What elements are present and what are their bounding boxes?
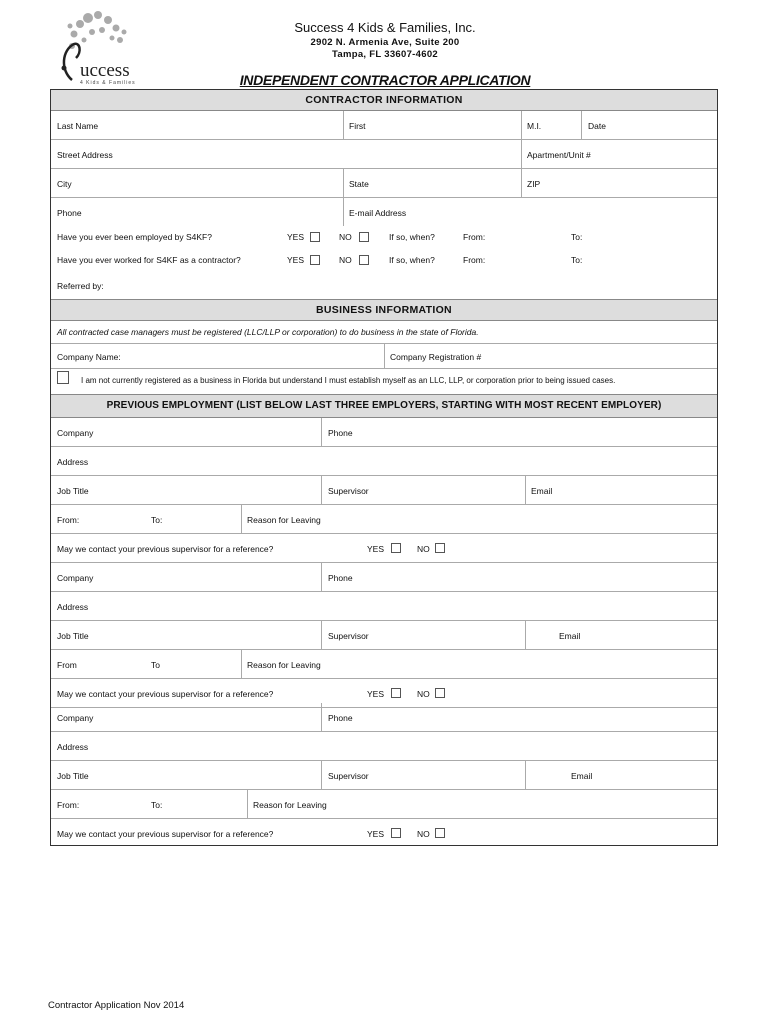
company-row: [51, 344, 717, 369]
emp1-company-field[interactable]: Company: [57, 428, 94, 438]
emp1-no-checkbox[interactable]: [435, 543, 445, 553]
employed-from-field[interactable]: From:: [463, 232, 486, 242]
employed-no-label: NO: [339, 232, 352, 242]
city-row: [51, 169, 717, 198]
emp3-to-field[interactable]: To:: [151, 800, 163, 810]
employed-no-checkbox[interactable]: [359, 232, 369, 242]
contractor-question: Have you ever worked for S4KF as a contractor?: [57, 255, 241, 265]
emp1-job-title-field[interactable]: Job Title: [57, 486, 89, 496]
phone-field[interactable]: Phone: [57, 208, 82, 218]
street-row: [51, 140, 717, 169]
emp1-no-label: NO: [417, 544, 430, 554]
name-row: [51, 111, 717, 140]
referred-by-field[interactable]: Referred by:: [57, 281, 104, 291]
footer-text: Contractor Application Nov 2014: [48, 1000, 185, 1011]
logo-subtext: 4 Kids & Families: [80, 80, 136, 85]
email-field[interactable]: E-mail Address: [349, 208, 407, 218]
emp2-company-field[interactable]: Company: [57, 573, 94, 583]
emp1-row-3: [51, 476, 717, 505]
emp1-from-field[interactable]: From:: [57, 515, 80, 525]
emp1-address-field[interactable]: Address: [57, 457, 89, 467]
emp1-yes-label: YES: [367, 544, 385, 554]
last-name-field[interactable]: Last Name: [57, 121, 99, 131]
registration-statement-row: [51, 369, 717, 393]
emp1-supervisor-field[interactable]: Supervisor: [328, 486, 369, 496]
date-field[interactable]: Date: [588, 121, 606, 131]
emp3-yes-checkbox[interactable]: [391, 828, 401, 838]
referred-row: [51, 278, 717, 298]
emp3-supervisor-field[interactable]: Supervisor: [328, 771, 369, 781]
section-business-info: BUSINESS INFORMATION: [51, 299, 717, 321]
contractor-when-label: If so, when?: [389, 255, 435, 265]
emp1-email-field[interactable]: Email: [531, 486, 553, 496]
address-line-2: Tampa, FL 33607-4602: [332, 49, 438, 60]
contractor-no-checkbox[interactable]: [359, 255, 369, 265]
contractor-from-field[interactable]: From:: [463, 255, 486, 265]
emp3-no-checkbox[interactable]: [435, 828, 445, 838]
emp2-no-checkbox[interactable]: [435, 688, 445, 698]
emp3-phone-field[interactable]: Phone: [328, 713, 353, 723]
contractor-yes-label: YES: [287, 255, 305, 265]
emp1-yes-checkbox[interactable]: [391, 543, 401, 553]
emp1-to-field[interactable]: To:: [151, 515, 163, 525]
emp3-company-field[interactable]: Company: [57, 713, 94, 723]
emp3-row-5: [51, 819, 717, 847]
employed-yes-checkbox[interactable]: [310, 232, 320, 242]
emp3-row-1: [51, 703, 717, 732]
organization-name: Success 4 Kids & Families, Inc.: [294, 20, 476, 35]
business-registration-note: All contracted case managers must be registered (LLC/LLP or corporation) to do business in the state of Florida.: [57, 327, 479, 337]
application-form: [50, 89, 718, 846]
city-field[interactable]: City: [57, 179, 72, 189]
emp2-address-field[interactable]: Address: [57, 602, 89, 612]
emp2-row-1: [51, 563, 717, 592]
first-name-field[interactable]: First: [349, 121, 366, 131]
emp2-row-3: [51, 621, 717, 650]
emp2-supervisor-field[interactable]: Supervisor: [328, 631, 369, 641]
emp3-yes-label: YES: [367, 829, 385, 839]
emp2-contact-question: May we contact your previous supervisor for a reference?: [57, 689, 274, 699]
employed-question-row: [51, 230, 717, 252]
apartment-field[interactable]: Apartment/Unit #: [527, 150, 591, 160]
emp2-to-field[interactable]: To: [151, 660, 160, 670]
middle-initial-field[interactable]: M.I.: [527, 121, 542, 131]
emp2-from-field[interactable]: From: [57, 660, 77, 670]
phone-row: [51, 198, 717, 226]
employed-question: Have you ever been employed by S4KF?: [57, 232, 212, 242]
contractor-to-field[interactable]: To:: [571, 255, 583, 265]
address-line-1: 2902 N. Armenia Ave, Suite 200: [310, 37, 460, 48]
emp3-address-field[interactable]: Address: [57, 742, 89, 752]
zip-field[interactable]: ZIP: [527, 179, 541, 189]
emp1-row-5: [51, 534, 717, 563]
emp3-contact-question: May we contact your previous supervisor for a reference?: [57, 829, 274, 839]
company-logo: [50, 10, 160, 85]
emp3-row-4: [51, 790, 717, 819]
emp3-email-field[interactable]: Email: [571, 771, 593, 781]
emp3-reason-field[interactable]: Reason for Leaving: [253, 800, 327, 810]
emp2-yes-checkbox[interactable]: [391, 688, 401, 698]
emp1-row-4: [51, 505, 717, 534]
emp1-row-2: [51, 447, 717, 476]
logo-text: uccess: [80, 60, 130, 81]
emp3-row-3: [51, 761, 717, 790]
company-name-field[interactable]: Company Name:: [57, 352, 121, 362]
emp2-email-field[interactable]: Email: [559, 631, 581, 641]
emp2-reason-field[interactable]: Reason for Leaving: [247, 660, 321, 670]
emp2-row-2: [51, 592, 717, 621]
emp1-phone-field[interactable]: Phone: [328, 428, 353, 438]
contractor-yes-checkbox[interactable]: [310, 255, 320, 265]
employed-to-field[interactable]: To:: [571, 232, 583, 242]
section-contractor-info: CONTRACTOR INFORMATION: [51, 90, 717, 111]
emp3-job-title-field[interactable]: Job Title: [57, 771, 89, 781]
employed-when-label: If so, when?: [389, 232, 435, 242]
emp3-no-label: NO: [417, 829, 430, 839]
emp2-phone-field[interactable]: Phone: [328, 573, 353, 583]
application-title: INDEPENDENT CONTRACTOR APPLICATION: [239, 72, 531, 88]
business-note-row: [51, 321, 717, 344]
emp2-no-label: NO: [417, 689, 430, 699]
emp2-yes-label: YES: [367, 689, 385, 699]
emp1-row-1: [51, 418, 717, 447]
emp1-contact-question: May we contact your previous supervisor for a reference?: [57, 544, 274, 554]
employed-yes-label: YES: [287, 232, 305, 242]
emp3-from-field[interactable]: From:: [57, 800, 80, 810]
street-address-field[interactable]: Street Address: [57, 150, 113, 160]
emp3-row-2: [51, 732, 717, 761]
emp2-job-title-field[interactable]: Job Title: [57, 631, 89, 641]
contractor-question-row: [51, 253, 717, 275]
section-previous-employment: PREVIOUS EMPLOYMENT (LIST BELOW LAST THREE EMPLOYERS, STARTING WITH MOST RECENT EMPLOYER): [51, 394, 717, 418]
emp2-row-4: [51, 650, 717, 679]
state-field[interactable]: State: [349, 179, 369, 189]
contractor-no-label: NO: [339, 255, 352, 265]
not-registered-statement: I am not currently registered as a business in Florida but understand I must establish myself as an LLC, LLP, or corporation prior to being issued cases.: [81, 376, 616, 385]
emp1-reason-field[interactable]: Reason for Leaving: [247, 515, 321, 525]
company-registration-field[interactable]: Company Registration #: [390, 352, 482, 362]
not-registered-checkbox[interactable]: [57, 371, 69, 384]
